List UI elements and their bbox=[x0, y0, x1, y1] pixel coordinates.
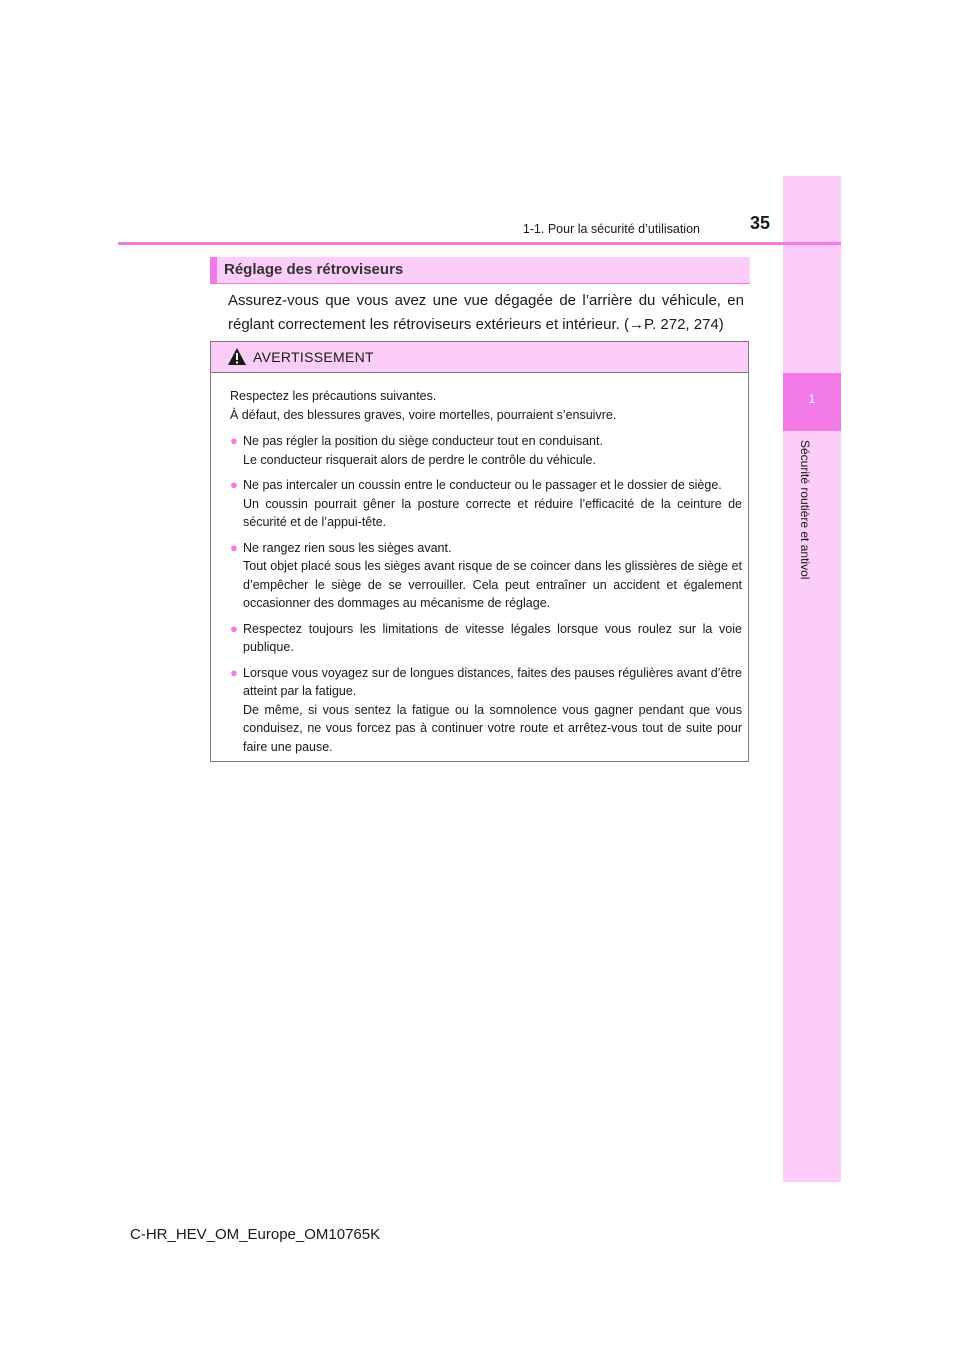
side-chapter-tab bbox=[783, 176, 841, 1182]
warning-box bbox=[210, 341, 749, 762]
warning-bullet bbox=[230, 432, 742, 469]
bullet-dot-icon: ● bbox=[230, 539, 238, 555]
bullet-title: Lorsque vous voyagez sur de longues distances, faites des pauses régulières avant d’être atteint par la fatigue. bbox=[243, 665, 742, 698]
warning-bullet bbox=[230, 664, 742, 757]
bullet-title: Ne pas intercaler un coussin entre le conducteur ou le passager et le dossier de siège. bbox=[243, 478, 722, 492]
warning-triangle-icon bbox=[227, 347, 247, 366]
warning-title: AVERTISSEMENT bbox=[253, 349, 374, 365]
document-id: C-HR_HEV_OM_Europe_OM10765K bbox=[130, 1226, 381, 1243]
warning-body bbox=[211, 373, 748, 756]
warning-bullet bbox=[230, 539, 742, 613]
subsection-marker bbox=[210, 257, 217, 283]
chapter-number: 1 bbox=[783, 373, 841, 431]
subsection-title: Réglage des rétroviseurs bbox=[224, 261, 404, 278]
bullet-dot-icon: ● bbox=[230, 433, 238, 448]
warning-intro-line: Respectez les précautions suivantes. bbox=[230, 389, 437, 403]
intro-paragraph: Assurez-vous que vous avez une vue dégagée de l’arrière du véhicule, en réglant correctement les rétroviseurs extérieurs et intérieur. (→P. 272, 274) bbox=[228, 292, 744, 333]
bullet-body: Tout objet placé sous les sièges avant risque de se coincer dans les glissières de siège et d’empêcher le siège de se verrouiller. Cela peut entraîner un accident et également occasionner des dommages au mécanisme de réglage. bbox=[243, 559, 742, 610]
section-label: 1-1. Pour la sécurité d’utilisation bbox=[522, 222, 700, 236]
bullet-title: Ne pas régler la position du siège conducteur tout en conduisant. bbox=[243, 434, 603, 448]
warning-header bbox=[211, 342, 748, 373]
bullet-dot-icon: ● bbox=[230, 620, 238, 636]
subsection-header bbox=[210, 257, 750, 284]
bullet-title: Ne rangez rien sous les sièges avant. bbox=[243, 540, 452, 555]
bullet-dot-icon: ● bbox=[230, 477, 238, 492]
bullet-body: De même, si vous sentez la fatigue ou la somnolence vous gagner pendant que vous conduisez, ne vous forcez pas à continuer votre route et arrêtez-vous tout de suite pour faire une pause. bbox=[243, 702, 742, 754]
warning-bullet bbox=[230, 620, 742, 657]
warning-bullet bbox=[230, 476, 742, 532]
chapter-title: Sécurité routière et antivol bbox=[798, 440, 812, 580]
page-number: 35 bbox=[749, 213, 770, 233]
warning-intro-line: À défaut, des blessures graves, voire mortelles, pourraient s’ensuivre. bbox=[230, 407, 617, 422]
bullet-body: Le conducteur risquerait alors de perdre le contrôle du véhicule. bbox=[243, 452, 596, 467]
bullet-dot-icon: ● bbox=[230, 664, 238, 680]
bullet-body: Un coussin pourrait gêner la posture correcte et réduire l’efficacité de la ceinture de sécurité et de l’appui-tête. bbox=[243, 496, 742, 529]
bullet-title: Respectez toujours les limitations de vitesse légales lorsque vous roulez sur la voie publique. bbox=[243, 621, 742, 654]
header-rule bbox=[118, 242, 841, 245]
